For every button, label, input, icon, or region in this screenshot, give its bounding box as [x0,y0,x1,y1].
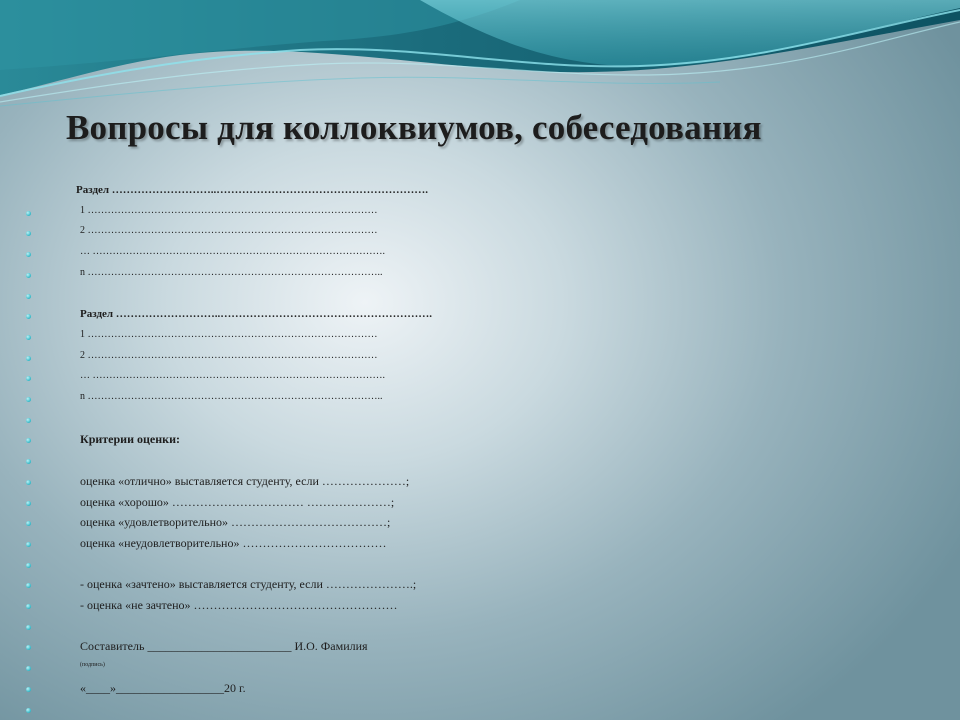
content-line: 2 …………………………………………………………………………… [80,349,378,361]
bullet-icon [26,625,31,630]
content-line: оценка «удовлетворительно» …………………………………; [80,515,391,530]
bullet-icon [26,459,31,464]
content-line: оценка «отлично» выставляется студенту, если …………………; [80,473,410,488]
slide-title: Вопросы для коллоквиумов, собеседования [66,108,762,147]
bullet-icon [26,480,31,485]
content-line: - оценка «зачтено» выставляется студенту, если ………………….; [80,577,417,592]
content-line: 1 …………………………………………………………………………… [80,328,378,340]
content-line: (подпись) [80,662,105,669]
bullet-icon [26,438,31,443]
bullet-icon [26,645,31,650]
bullet-icon [26,376,31,381]
content-line: «____»__________________20 г. [80,680,246,695]
bullet-icon [26,231,31,236]
decorative-wave-header [0,0,960,110]
bullet-icon [26,314,31,319]
bullet-icon [26,583,31,588]
bullet-icon [26,604,31,609]
bullet-icon [26,356,31,361]
bullet-icon [26,521,31,526]
section-heading: Раздел ………………………..…………………………………………………. [80,308,433,321]
bullet-icon [26,397,31,402]
content-line: 2 …………………………………………………………………………… [80,225,378,237]
bullet-icon [26,563,31,568]
bullet-icon [26,708,31,713]
content-line: 1 …………………………………………………………………………… [80,204,378,216]
bullet-icon [26,666,31,671]
content-line: - оценка «не зачтено» …………………………………………… [80,598,398,612]
bullet-icon [26,211,31,216]
content-line: … ……………………………………………………………………………. [80,370,385,382]
bullet-icon [26,273,31,278]
content-line: Составитель ________________________ И.О. Фамилия [80,639,368,654]
bullet-icon [26,294,31,299]
bullet-icon [26,252,31,257]
bullet-icon [26,542,31,547]
bullet-icon [26,501,31,506]
section-heading: Критерии оценки: [80,432,180,447]
content-line: … ……………………………………………………………………………. [80,246,385,258]
content-line: n …………………………………………………………………………….. [80,266,383,278]
bullet-icon [26,418,31,423]
content-line: n …………………………………………………………………………….. [80,391,383,402]
content-line: оценка «хорошо» …………………………… …………………; [80,494,395,509]
bullet-icon [26,335,31,340]
content-line: оценка «неудовлетворительно» ……………………………… [80,535,387,550]
bullet-icon [26,687,31,692]
section-heading: Раздел ………………………..…………………………………………………. [76,184,429,196]
